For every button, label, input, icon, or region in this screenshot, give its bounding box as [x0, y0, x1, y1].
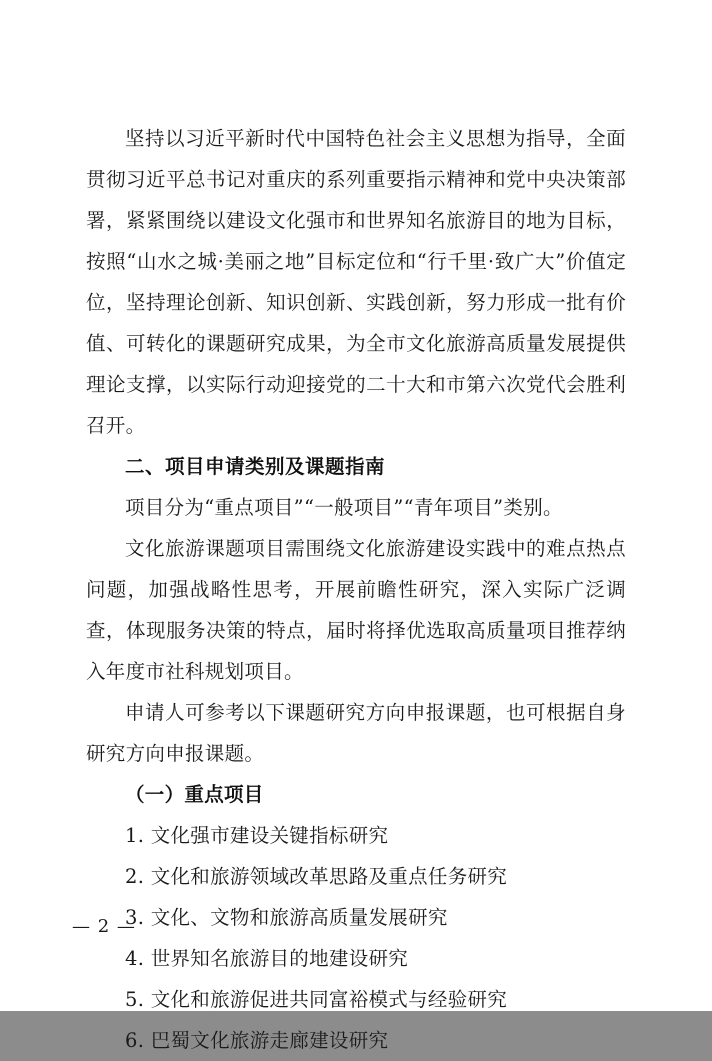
list-item: 6. 巴蜀文化旅游走廊建设研究: [125, 1029, 389, 1052]
list-item: 1. 文化强市建设关键指标研究: [125, 824, 389, 847]
page-content: [86, 118, 626, 1061]
subsection-heading: （一）重点项目: [125, 783, 264, 806]
paragraph-body: 项目分为“重点项目”“一般项目”“青年项目”类别。: [125, 496, 563, 519]
paragraph-body: 申请人可参考以下课题研究方向申报课题，也可根据自身研究方向申报课题。: [86, 701, 626, 765]
list-item: 3. 文化、文物和旅游高质量发展研究: [125, 906, 448, 929]
page-number: — 2 —: [72, 916, 136, 937]
list-item: 4. 世界知名旅游目的地建设研究: [125, 947, 409, 970]
list-item: 5. 文化和旅游促进共同富裕模式与经验研究: [125, 988, 508, 1011]
list-item: 2. 文化和旅游领域改革思路及重点任务研究: [125, 865, 508, 888]
paragraph-body: 坚持以习近平新时代中国特色社会主义思想为指导，全面贯彻习近平总书记对重庆的系列重要指示精神和党中央决策部署，紧紧围绕以建设文化强市和世界知名旅游目的地为目标，按照“山水之城·美丽之地”目标定位和“行千里·致广大”价值定位，坚持理论创新、知识创新、实践创新，努力形成一批有价值、可转化的课题研究成果，为全市文化旅游高质量发展提供理论支撑，以实际行动迎接党的二十大和市第六次党代会胜利召开。: [86, 127, 626, 437]
paragraph-body: 文化旅游课题项目需围绕文化旅游建设实践中的难点热点问题，加强战略性思考，开展前瞻性研究，深入实际广泛调查，体现服务决策的特点，届时将择优选取高质量项目推荐纳入年度市社科规划项目。: [86, 537, 626, 683]
section-heading: 二、项目申请类别及课题指南: [125, 455, 386, 478]
